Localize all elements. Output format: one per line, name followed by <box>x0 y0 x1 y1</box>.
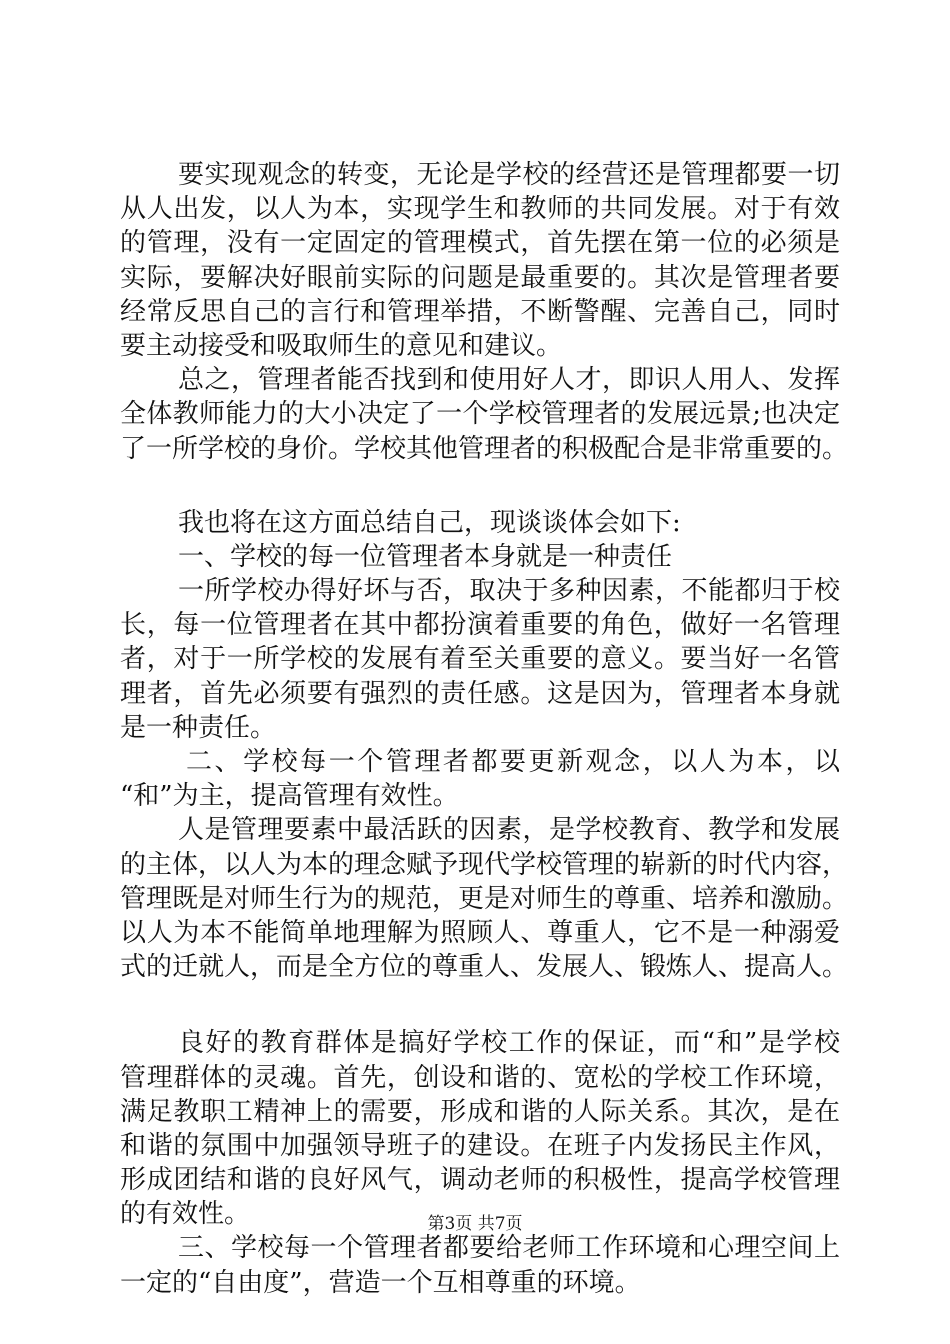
text-line: 式的迁就人，而是全方位的尊重人、发展人、锻炼人、提高人。 <box>120 952 849 983</box>
heading-line: 一定的“自由度”，营造一个互相尊重的环境。 <box>120 1267 641 1298</box>
heading-line: 三、学校每一个管理者都要给老师工作环境和心理空间上 <box>178 1233 840 1264</box>
paragraph-3 <box>120 506 840 540</box>
paragraph-2 <box>120 363 849 466</box>
page-number-footer: 第3页 共7页 <box>427 1214 523 1234</box>
text-line: 者，对于一所学校的发展有着至关重要的意义。要当好一名管 <box>120 644 840 675</box>
text-line: 从人出发，以人为本，实现学生和教师的共同发展。对于有效 <box>120 194 840 225</box>
paragraph-gap <box>120 466 840 506</box>
section-heading-1 <box>120 540 840 574</box>
text-line: 一所学校办得好坏与否，取决于多种因素，不能都归于校 <box>178 576 840 607</box>
heading-line: 二、学校每一个管理者都要更新观念，以人为本，以 <box>186 747 840 777</box>
text-line: 全体教师能力的大小决定了一个学校管理者的发展远景;也决定 <box>120 399 840 430</box>
text-line: 实际，要解决好眼前实际的问题是最重要的。其次是管理者要 <box>120 262 840 293</box>
section-heading-3 <box>120 1231 840 1299</box>
text-line: 了一所学校的身价。学校其他管理者的积极配合是非常重要的。 <box>120 433 849 464</box>
heading-line: “和”为主，提高管理有效性。 <box>120 781 459 812</box>
text-line: 良好的教育群体是搞好学校工作的保证，而“和”是学校 <box>178 1028 840 1059</box>
section-heading-2 <box>120 745 840 813</box>
heading-line: 一、学校的每一位管理者本身就是一种责任 <box>178 541 673 572</box>
text-line: 形成团结和谐的良好风气，调动老师的积极性，提高学校管理 <box>120 1165 840 1196</box>
paragraph-6 <box>120 1026 840 1231</box>
paragraph-gap <box>120 984 840 1026</box>
text-line: 管理既是对师生行为的规范，更是对师生的尊重、培养和激励。 <box>120 883 849 914</box>
text-line: 管理群体的灵魂。首先，创设和谐的、宽松的学校工作环境， <box>120 1062 840 1093</box>
text-line: 的主体，以人为本的理念赋予现代学校管理的崭新的时代内容， <box>120 849 849 880</box>
text-line: 长，每一位管理者在其中都扮演着重要的角色，做好一名管理 <box>120 610 840 641</box>
text-line: 理者，首先必须要有强烈的责任感。这是因为，管理者本身就 <box>120 678 840 709</box>
paragraph-5 <box>120 813 849 984</box>
text-line: 的管理，没有一定固定的管理模式，首先摆在第一位的必须是 <box>120 228 840 259</box>
document-body <box>120 158 849 1300</box>
text-line: 人是管理要素中最活跃的因素，是学校教育、教学和发展 <box>178 815 840 846</box>
text-line: 总之，管理者能否找到和使用好人才，即识人用人、发挥 <box>178 365 840 396</box>
text-line: 经常反思自己的言行和管理举措，不断警醒、完善自己，同时 <box>120 296 840 327</box>
text-line: 要实现观念的转变，无论是学校的经营还是管理都要一切 <box>178 160 840 190</box>
text-line: 我也将在这方面总结自己，现谈谈体会如下: <box>178 507 681 538</box>
text-line: 的有效性。 <box>120 1199 251 1230</box>
text-line: 满足教职工精神上的需要，形成和谐的人际关系。其次，是在 <box>120 1096 840 1127</box>
text-line: 是一种责任。 <box>120 712 277 743</box>
text-line: 和谐的氛围中加强领导班子的建设。在班子内发扬民主作风， <box>120 1130 840 1161</box>
paragraph-4 <box>120 574 840 745</box>
text-line: 以人为本不能简单地理解为照顾人、尊重人，它不是一种溺爱 <box>120 917 840 948</box>
paragraph-1 <box>120 158 840 363</box>
text-line: 要主动接受和吸取师生的意见和建议。 <box>120 330 563 361</box>
